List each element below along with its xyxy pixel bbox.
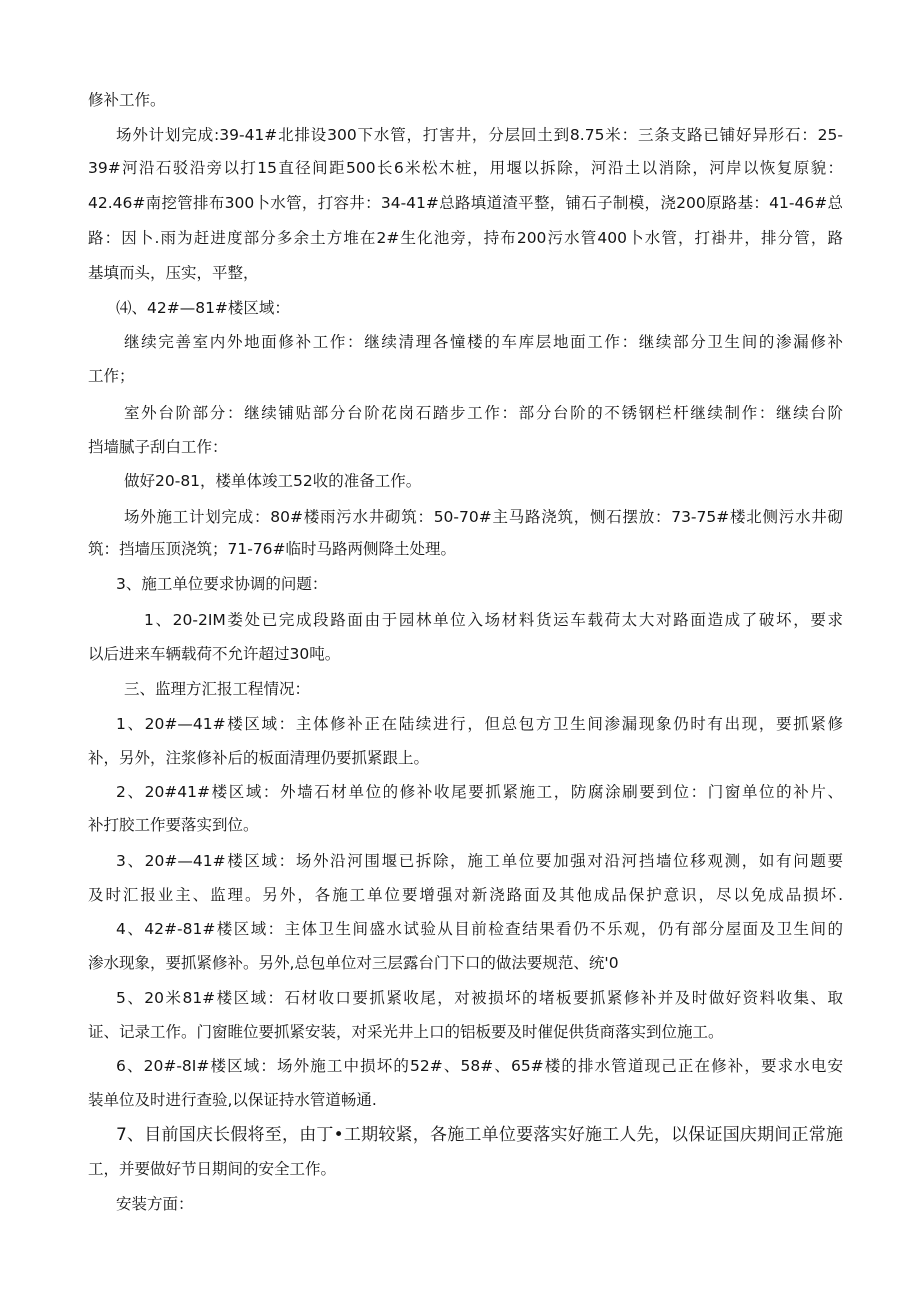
text-line-9: 工作； [88,367,135,385]
text-line-1: 修补工作。 [88,91,166,109]
text-line-19: 1、20#—41#楼区域：主体修补正在陆续进行，但总包方卫生间渗漏现象仍时有出现，要抓紧修 [116,715,843,733]
text-line-24: 及时汇报业主、监理。另外，各施工单位要增强对新浇路面及其他成品保护意识，尽以免成品损坏. [88,886,843,904]
text-line-28: 证、记录工作。门窗睢位要抓紧安装，对采光井上口的铝板要及时催促供货商落实到位施工。 [88,1023,724,1041]
text-line-25: 4、42#-81#楼区域：主体卫生间盛水试验从目前检查结果看仍不乐观，仍有部分屋面及卫生间的 [116,920,843,938]
text-line-2: 场外计划完成:39-41#北排设300下水管，打害井，分层回土到8.75米：三条支路已铺好异形石：25- [116,126,843,144]
text-line-22: 补打胶工作要落实到位。 [88,816,259,834]
text-line-3: 39#河沿石驳沿旁以打15直径间距500长6米松木桩，用堰以拆除，河沿土以消除，河岸以恢复原貌： [88,159,843,177]
text-line-20: 补，另外，注浆修补后的板面清理仍要抓紧跟上。 [88,749,430,767]
text-line-8: 继续完善室内外地面修补工作：继续清理各憧楼的车库层地面工作：继续部分卫生间的渗漏修补 [124,333,843,351]
text-line-16: 1、20-2IM娄处已完成段路面由于园林单位入场材料货运车载荷太大对路面造成了破坏，要求 [144,611,843,629]
text-line-32: 工，并要做好节日期间的安全工作。 [88,1160,337,1178]
text-line-31: 7、目前国庆长假将至，由丁•工期较紧，各施工单位要落实好施工人先，以保证国庆期间正常施 [116,1125,843,1145]
section-heading-installation: 安装方面： [116,1195,194,1213]
text-line-12: 做好20-81，楼单体竣工52收的准备工作。 [124,472,422,490]
text-line-6: 基填而头，压实，平整， [88,264,259,282]
section-heading-42-81: ⑷、42#—81#楼区域： [116,299,290,317]
text-line-11: 挡墙腻子刮白工作： [88,438,228,456]
text-line-10: 室外台阶部分：继续铺贴部分台阶花岗石踏步工作：部分台阶的不锈钢栏杆继续制作：继续台阶 [124,404,843,422]
text-line-26: 渗水现象，要抓紧修补。另外,总包单位对三层露台门下口的做法要规范、统'0 [88,954,619,972]
text-line-5: 路：因卜.雨为赶进度部分多余土方堆在2#生化池旁，持布200污水管400卜水管，打褂井，排分管，路 [88,229,843,247]
text-line-17: 以后进来车辆载荷不允许超过30吨。 [88,645,341,663]
text-line-30: 装单位及时进行查验,以保证持水管道畅通. [88,1091,377,1109]
text-line-29: 6、20#-8I#楼区域：场外施工中损坏的52#、58#、65#楼的排水管道现己正在修补，要求水电安 [116,1057,843,1075]
text-line-14: 筑：挡墙压顶浇筑；71-76#临时马路两侧降土处理。 [88,540,457,558]
text-line-4: 42.46#南挖管排布300卜水管，打容井：34-41#总路填道渣平整，铺石子制模，浇200原路基：41-46#总 [88,194,843,212]
text-line-21: 2、20#41#楼区域：外墙石材单位的修补收尾要抓紧施工，防腐涂刷要到位：门窗单位的补片、 [116,783,843,801]
text-line-13: 场外施工计划完成：80#楼雨污水井砌筑：50-70#主马路浇筑，恻石摆放：73-75#楼北侧污水井砌 [124,508,843,526]
text-line-23: 3、20#—41#楼区域：场外沿河围堰已拆除，施工单位要加强对沿河挡墙位移观测，如有问题要 [116,852,843,870]
text-line-27: 5、20米81#楼区域：石材收口要抓紧收尾，对被损坏的堵板要抓紧修补并及时做好资料收集、取 [116,989,843,1007]
section-heading-supervision: 三、监理方汇报工程情况： [124,680,311,698]
section-heading-3: 3、施工单位要求协调的问题： [116,575,328,593]
